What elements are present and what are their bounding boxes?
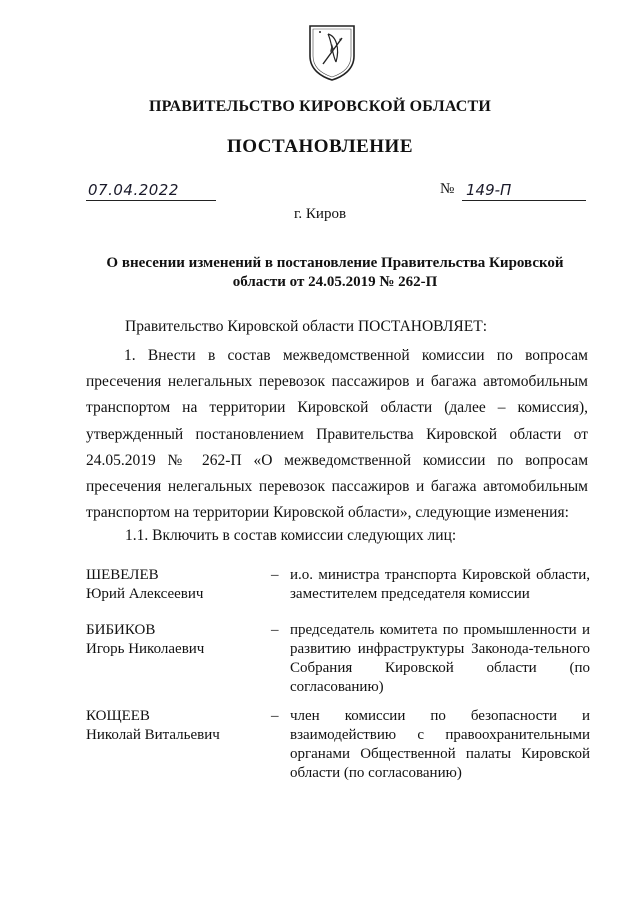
government-title: ПРАВИТЕЛЬСТВО КИРОВСКОЙ ОБЛАСТИ <box>148 98 492 115</box>
member-surname: КОЩЕЕВ <box>86 708 150 724</box>
kirov-coat-of-arms-icon <box>306 22 358 82</box>
member-name <box>86 566 266 604</box>
member-surname: ШЕВЕЛЕВ <box>86 567 159 583</box>
paragraph-1: 1. Внести в состав межведомственной комиссии по вопросам пресечения нелегальных перевозок пассажиров и багажа автомобильным транспортом на территории Кировской области (далее – комиссия), утвержденный постановлением Правительства Кировской области от 24.05.2019 № 262-П «О межведомственной комиссии по вопросам пресечения нелегальных перевозок пассажиров и багажа автомобильным транспортом на территории Кировской области», следующие изменения: <box>86 347 588 522</box>
number-label: № <box>440 181 455 197</box>
member-dash: – <box>271 622 279 638</box>
member-role: и.о. министра транспорта Кировской области, заместителем председателя комиссии <box>290 567 590 602</box>
document-date: 07.04.2022 <box>88 181 179 199</box>
number-field <box>462 180 586 201</box>
member-dash: – <box>271 708 279 724</box>
document-subject: О внесении изменений в постановление Правительства Кировской области от 24.05.2019 № 262-П <box>106 255 564 290</box>
member-given-name: Юрий Алексеевич <box>86 586 204 602</box>
member-given-name: Игорь Николаевич <box>86 641 205 657</box>
document-type: ПОСТАНОВЛЕНИЕ <box>226 136 414 157</box>
member-given-name: Николай Витальевич <box>86 727 220 743</box>
document-number: 149-П <box>466 181 512 199</box>
member-dash: – <box>271 567 279 583</box>
preamble: Правительство Кировской области ПОСТАНОВЛЯЕТ: <box>125 318 488 335</box>
city: г. Киров <box>293 206 347 222</box>
member-surname: БИБИКОВ <box>86 622 156 638</box>
member-role: председатель комитета по промышленности и развитию инфраструктуры Законода-тельного Собрания Кировской области (по согласованию) <box>290 622 590 695</box>
date-field <box>86 180 216 201</box>
member-name <box>86 707 266 745</box>
paragraph-1-1: 1.1. Включить в состав комиссии следующих лиц: <box>125 527 457 544</box>
member-name <box>86 621 266 659</box>
member-role: член комиссии по безопасности и взаимодействию с правоохранительными органами Общественной палаты Кировской области (по согласованию) <box>290 708 590 781</box>
